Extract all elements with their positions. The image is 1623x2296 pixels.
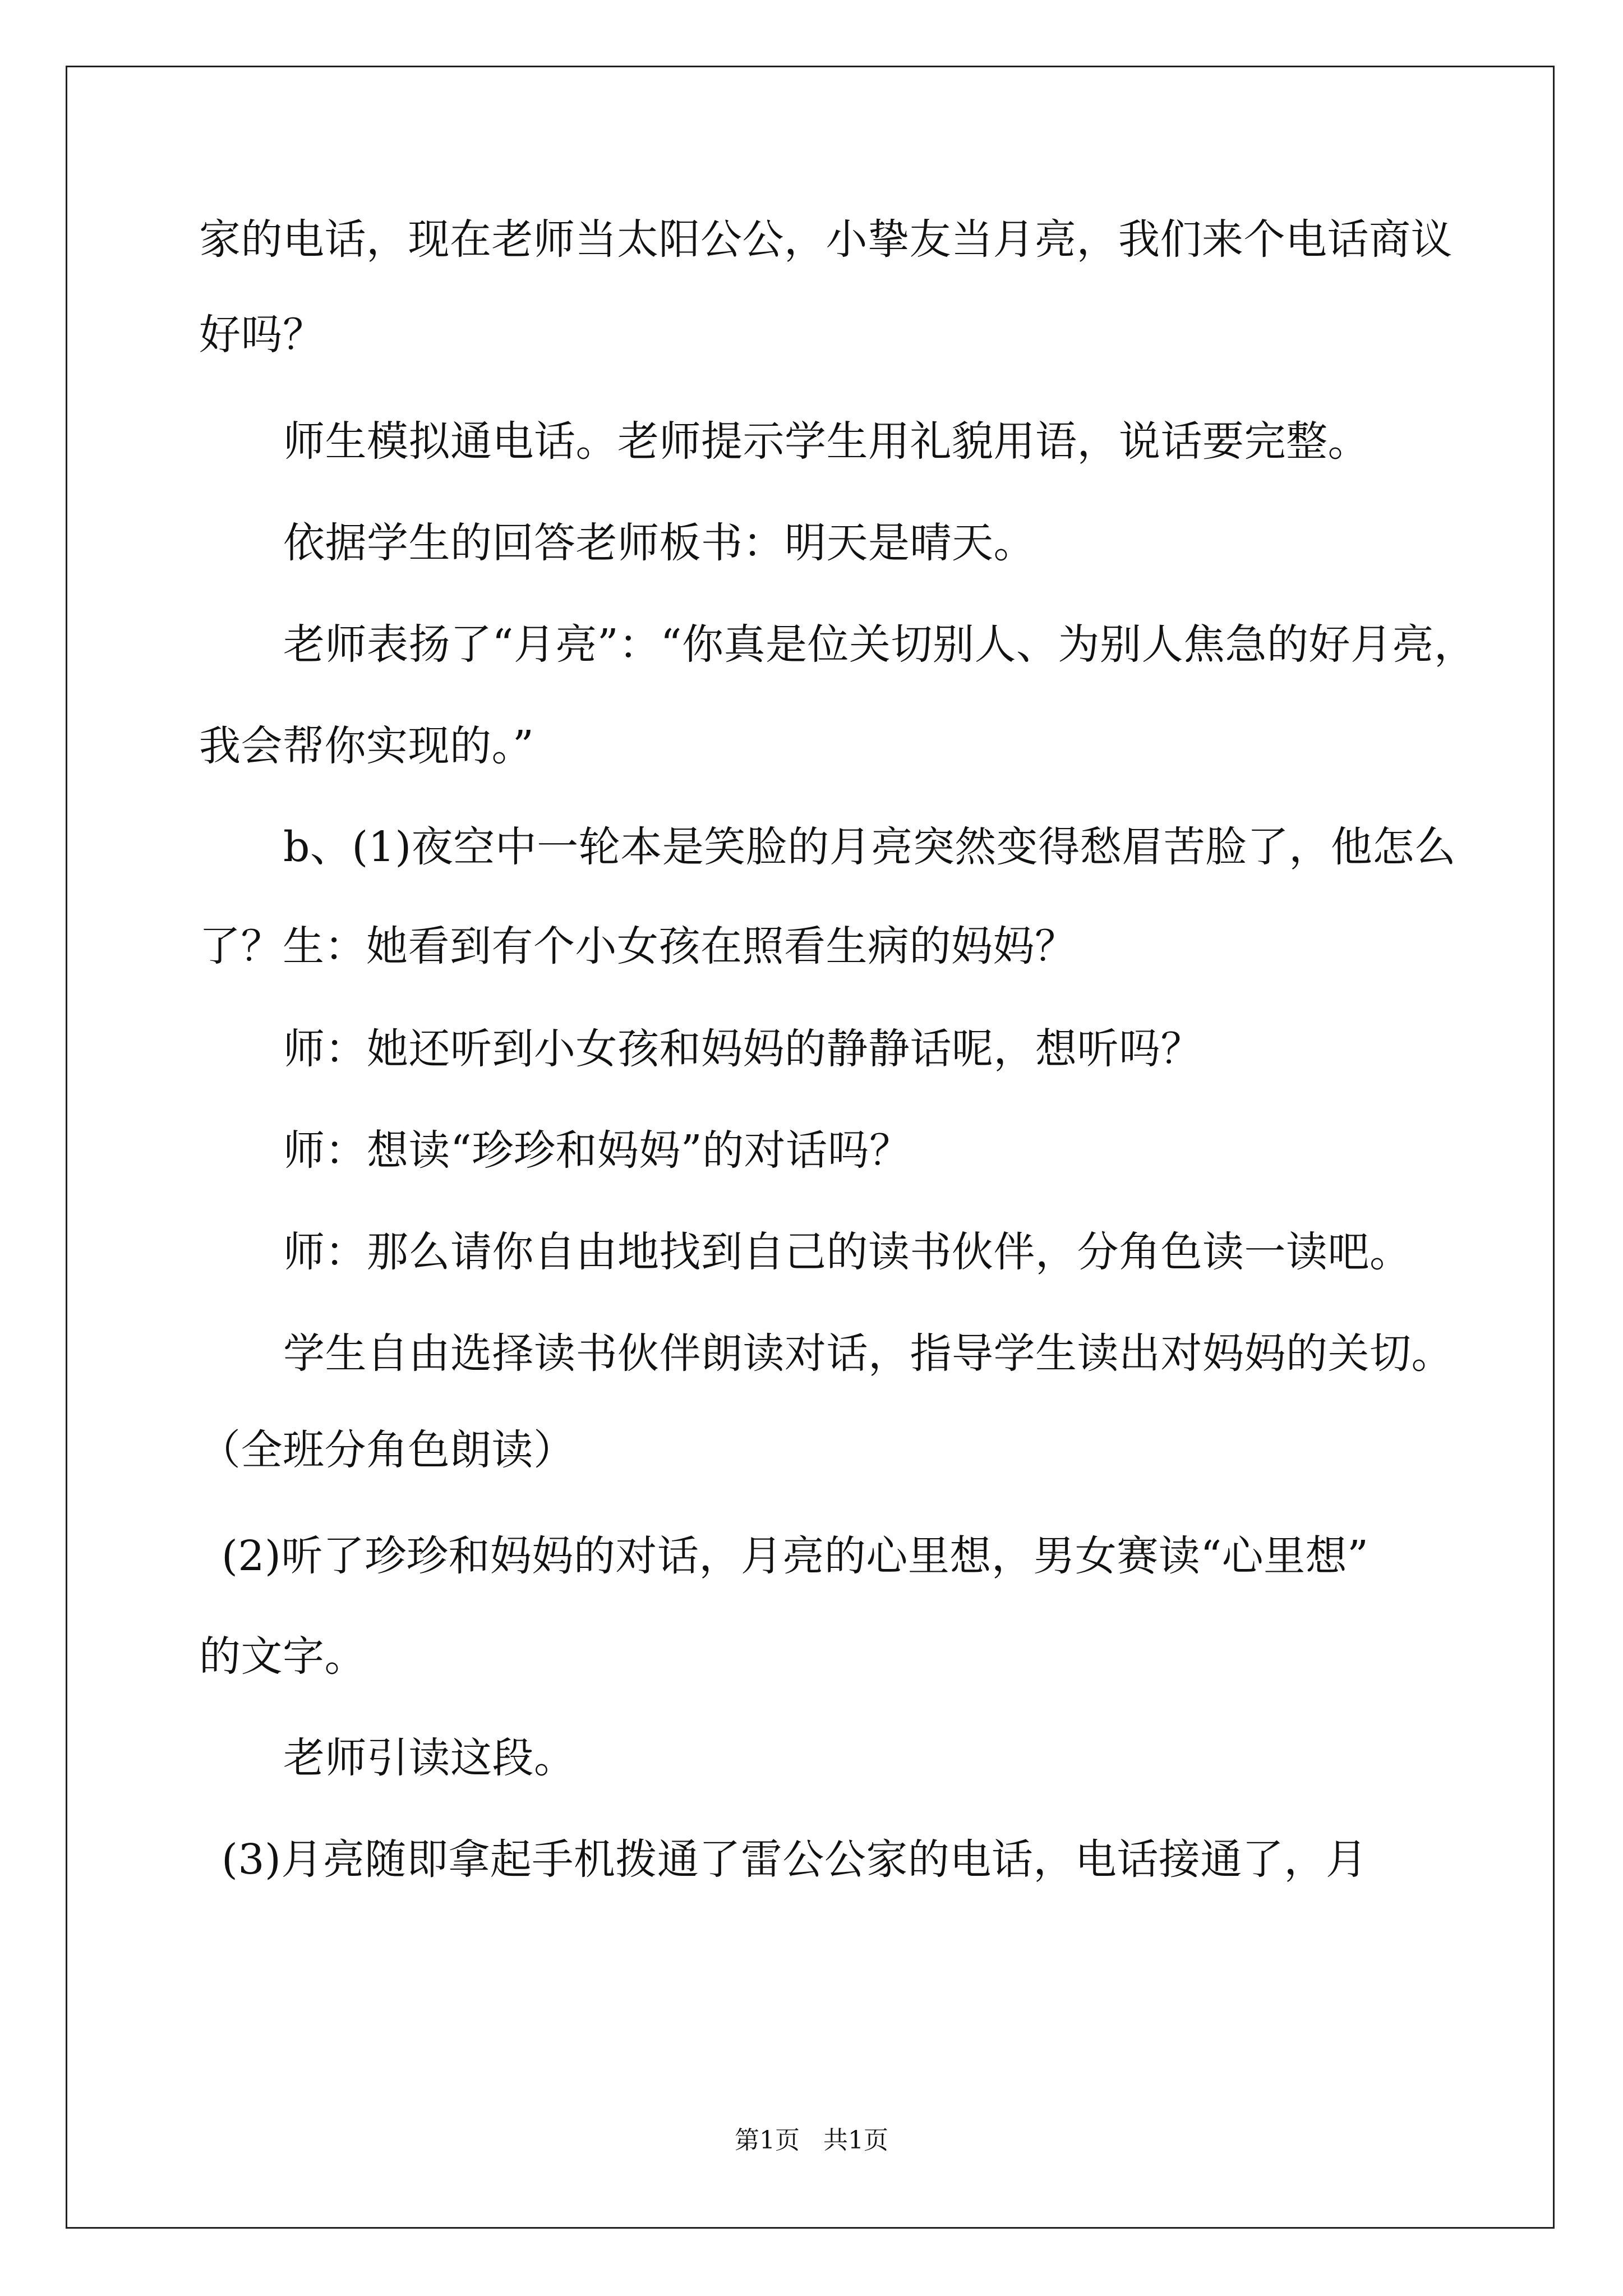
text-line: 学生自由选择读书伙伴朗读对话，指导学生读出对妈妈的关切。 — [283, 1329, 1453, 1378]
text-line: （全班分角色朗读） — [199, 1426, 575, 1474]
text-line: 老师引读这段。 — [283, 1734, 576, 1782]
text-line: 老师表扬了“月亮”：“你真是位关切别人、为别人焦急的好月亮， — [283, 620, 1476, 669]
text-line: 的文字。 — [199, 1632, 366, 1681]
text-line: b、(1)夜空中一轮本是笑脸的月亮突然变得愁眉苦脸了，他怎么 — [283, 823, 1456, 871]
text-line: 了？生：她看到有个小女孩在照看生病的妈妈？ — [199, 922, 1077, 970]
text-line: 我会帮你实现的。” — [199, 722, 534, 770]
text-line: 师：想读“珍珍和妈妈”的对话吗？ — [283, 1126, 911, 1175]
text-line: 家的电话，现在老师当太阳公公，小挚友当月亮，我们来个电话商议 — [199, 215, 1453, 264]
page-footer: 第1页 共1页 — [735, 2126, 888, 2155]
text-line: (3)月亮随即拿起手机拨通了雷公公家的电话，电话接通了，月 — [222, 1835, 1368, 1884]
text-line: 好吗？ — [199, 311, 325, 359]
text-line: (2)听了珍珍和妈妈的对话，月亮的心里想，男女赛读“心里想” — [222, 1532, 1369, 1580]
text-line: 师生模拟通电话。老师提示学生用礼貌用语，说话要完整。 — [283, 417, 1370, 466]
text-line: 师：她还听到小女孩和妈妈的静静话呢，想听吗？ — [283, 1025, 1202, 1073]
text-line: 依据学生的回答老师板书：明天是晴天。 — [283, 519, 1035, 567]
text-line: 师：那么请你自由地找到自己的读书伙伴，分角色读一读吧。 — [283, 1228, 1412, 1276]
